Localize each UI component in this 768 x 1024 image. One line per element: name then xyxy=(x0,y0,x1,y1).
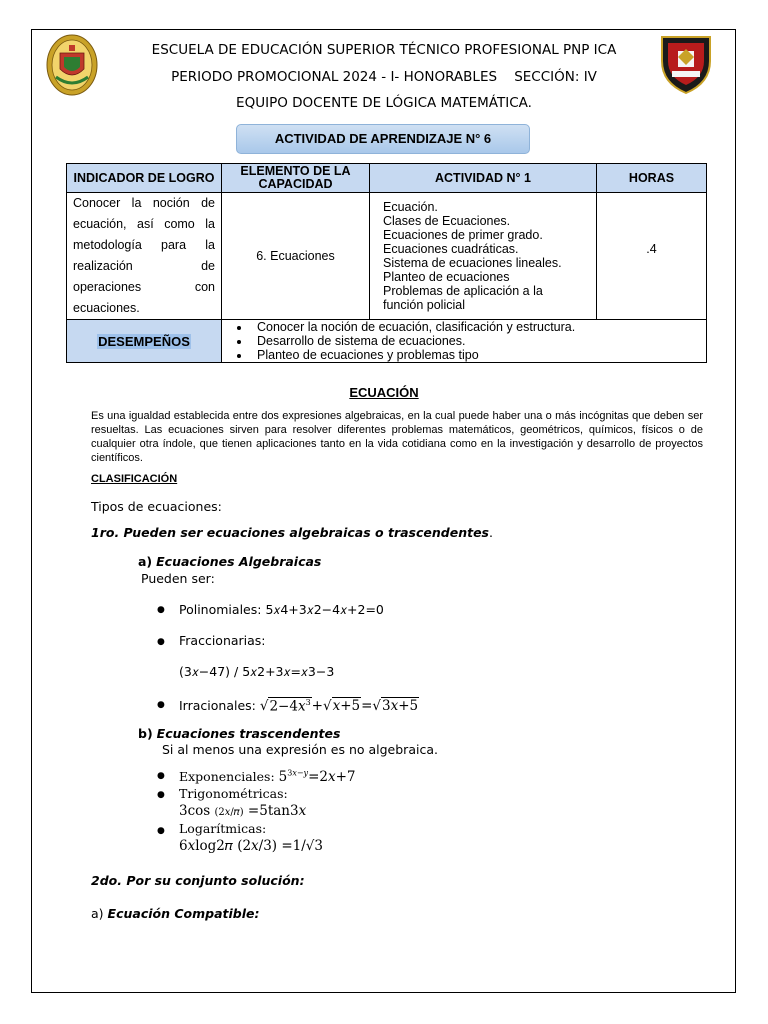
trigonometric-label: Trigonométricas: xyxy=(179,786,288,801)
activity-title-box: ACTIVIDAD DE APRENDIZAJE N° 6 xyxy=(236,124,530,154)
algebraic-sub: Pueden ser: xyxy=(141,571,215,586)
list-item: Ecuaciones cuadráticas. xyxy=(383,242,519,256)
bullet-icon: ● xyxy=(157,700,165,710)
period-section: PERIODO PROMOCIONAL 2024 - I- HONORABLES SECCIÓN: IV xyxy=(171,69,597,85)
logarithmic-label: Logarítmicas: xyxy=(179,821,267,836)
police-shield-icon xyxy=(660,31,712,95)
bullet-icon: ● xyxy=(157,826,165,836)
table-header-row xyxy=(67,164,707,193)
desempenos-row xyxy=(67,320,707,363)
clasificacion-heading: CLASIFICACIÓN xyxy=(91,473,178,485)
trigonometric-expression: 3cos (2𝑥/𝜋) =5tan3𝑥 xyxy=(179,803,307,819)
fractional-label: Fraccionarias: xyxy=(179,633,266,648)
list-item: • Desarrollo de sistema de ecuaciones. xyxy=(251,334,701,348)
school-name: ESCUELA DE EDUCACIÓN SUPERIOR TÉCNICO PROFESIONAL PNP ICA xyxy=(151,42,617,58)
activity-list xyxy=(370,193,597,320)
polynomial-line: Polinomiales: 5𝑥4+3𝑥2−4𝑥+2=0 xyxy=(179,602,384,617)
bullet-icon: ● xyxy=(157,790,165,800)
bullet-icon: ● xyxy=(157,637,165,647)
definition-paragraph: Es una igualdad establecida entre dos expresiones algebraicas, en la cual puede haber una o más incógnitas que deben ser resueltas. Las ecuaciones sirven para resolver diferentes problemas matemáticos, geométricos, químicos, físicos o de cualquier otra índole, que tienen aplicaciones tanto en la vida cotidiana como en la investigación y desarrollo de proyectos científicos. xyxy=(91,410,703,464)
transcendent-heading: b) Ecuaciones trascendentes xyxy=(138,726,341,741)
desempenos-list-cell xyxy=(222,320,707,363)
desempenos-list xyxy=(227,320,701,362)
list-item: Ecuaciones de primer grado. xyxy=(383,228,543,242)
header-horas: HORAS xyxy=(597,164,707,193)
indicator-text: Conocer la noción de ecuación, así como la metodología para la realización de operaciones con ecuaciones. xyxy=(67,193,222,320)
logarithmic-expression: 6𝑥log2𝜋 (2𝑥/3) =1/√3 xyxy=(179,838,323,854)
list-item: Sistema de ecuaciones lineales. xyxy=(383,256,562,270)
desempenos-label: DESEMPEÑOS xyxy=(67,320,222,363)
exponential-line: Exponenciales: $5^{3𝑥-𝑦}=2𝑥+7$ xyxy=(179,768,356,785)
irrational-line: Irracionales: √2−4𝑥$^3$+√𝑥+5=√3𝑥+5 xyxy=(179,697,419,714)
second-classification: 2do. Por su conjunto solución: xyxy=(91,873,305,888)
header-indicador: INDICADOR DE LOGRO xyxy=(67,164,222,193)
bullet-icon: ● xyxy=(157,771,165,781)
list-item: Problemas de aplicación a la xyxy=(383,284,543,298)
transcendent-sub: Si al menos una expresión es no algebraica. xyxy=(162,742,438,757)
school-emblem-icon xyxy=(46,33,98,97)
list-item: Clases de Ecuaciones. xyxy=(383,214,511,228)
compatible-heading: a) Ecuación Compatible: xyxy=(91,906,260,921)
algebraic-heading: a) Ecuaciones Algebraicas xyxy=(138,554,322,569)
header-actividad: ACTIVIDAD N° 1 xyxy=(370,164,597,193)
table-content-row xyxy=(67,193,707,320)
list-item: Ecuación. xyxy=(383,200,438,214)
first-classification: 1ro. Pueden ser ecuaciones algebraicas o trascendentes. xyxy=(91,525,493,540)
list-item: • Conocer la noción de ecuación, clasificación y estructura. xyxy=(251,320,701,334)
element-text: 6. Ecuaciones xyxy=(222,193,370,320)
list-item: • Planteo de ecuaciones y problemas tipo xyxy=(251,348,701,362)
section-title: ECUACIÓN xyxy=(349,385,419,400)
fractional-expression: (3𝑥−47) / 5𝑥2+3𝑥=𝑥3−3 xyxy=(179,664,335,679)
tipos-text: Tipos de ecuaciones: xyxy=(91,499,222,514)
list-item: función policial xyxy=(383,298,465,312)
hours-value: .4 xyxy=(597,193,707,320)
teaching-team: EQUIPO DOCENTE DE LÓGICA MATEMÁTICA. xyxy=(236,95,532,111)
header-elemento: ELEMENTO DE LA CAPACIDAD xyxy=(222,164,370,193)
activity-table xyxy=(66,163,707,363)
bullet-icon: ● xyxy=(157,605,165,615)
list-item: Planteo de ecuaciones xyxy=(383,270,510,284)
